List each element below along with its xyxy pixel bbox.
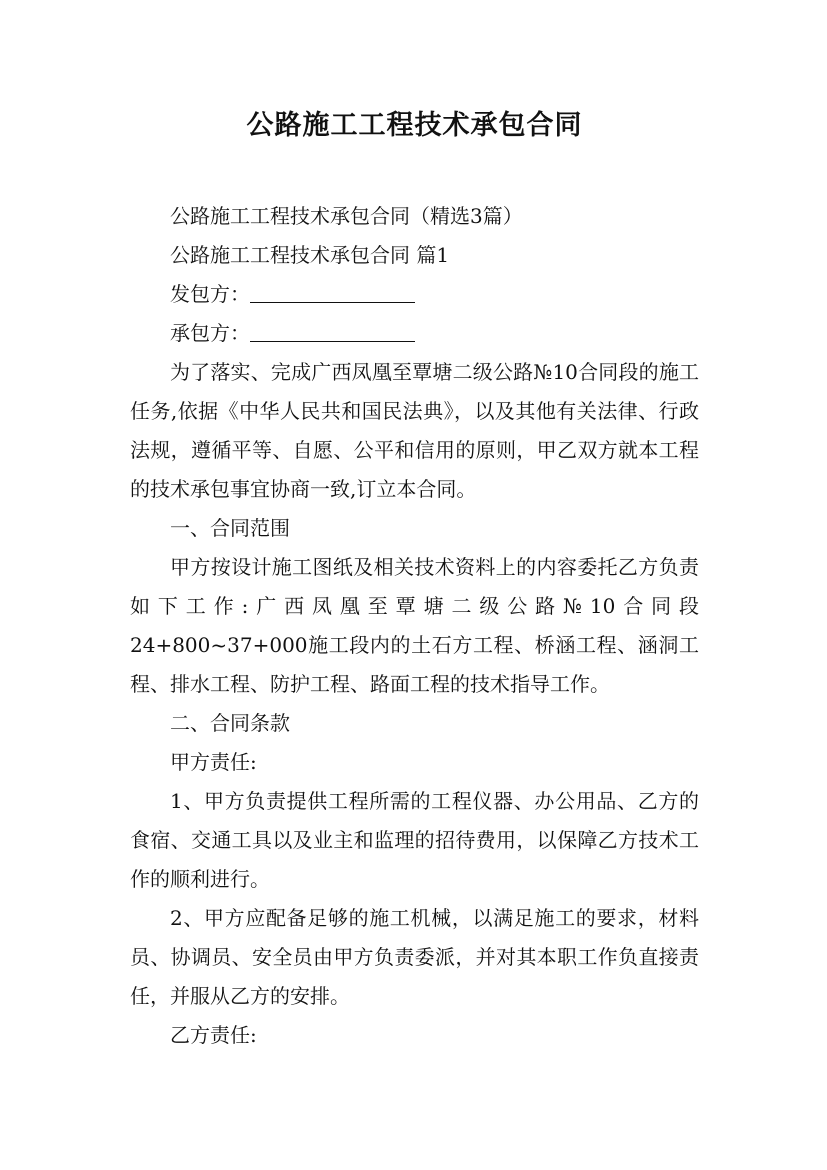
- party-a-line: [130, 275, 699, 314]
- party-a-label: 发包方：: [170, 282, 250, 306]
- party-a-duty-2: 2、甲方应配备足够的施工机械，以满足施工的要求，材料员、协调员、安全员由甲方负责委派，并对其本职工作负直接责任，并服从乙方的安排。: [130, 906, 699, 1008]
- party-b-line: [130, 314, 699, 353]
- party-a-blank: [250, 280, 415, 303]
- chapter-heading: 公路施工工程技术承包合同 篇1: [170, 243, 450, 267]
- section-heading-terms: 二、合同条款: [170, 711, 290, 735]
- party-b-blank: [250, 319, 415, 342]
- party-b-duties-heading: 乙方责任:: [170, 1023, 257, 1047]
- document-title: 公路施工工程技术承包合同: [246, 110, 583, 141]
- party-a-duties-heading: 甲方责任:: [170, 750, 257, 774]
- paragraph-preamble: 为了落实、完成广西凤凰至覃塘二级公路№10合同段的施工任务,依据《中华人民共和国民法典》，以及其他有关法律、行政法规，遵循平等、自愿、公平和信用的原则，甲乙双方就本工程的技术承包事宜协商一致,订立本合同。: [130, 360, 699, 501]
- paragraph-scope: 甲方按设计施工图纸及相关技术资料上的内容委托乙方负责如下工作:广西凤凰至覃塘二级公路№10合同段24+800~37+000施工段内的土石方工程、桥涵工程、涵洞工程、排水工程、防护工程、路面工程的技术指导工作。: [130, 555, 699, 696]
- party-a-duty-1: 1、甲方负责提供工程所需的工程仪器、办公用品、乙方的食宿、交通工具以及业主和监理的招待费用，以保障乙方技术工作的顺利进行。: [130, 789, 699, 891]
- section-heading-scope: 一、合同范围: [170, 516, 290, 540]
- party-b-label: 承包方：: [170, 321, 250, 345]
- document-body: [130, 197, 699, 1055]
- contract-subtitle: 公路施工工程技术承包合同（精选3篇）: [170, 204, 523, 228]
